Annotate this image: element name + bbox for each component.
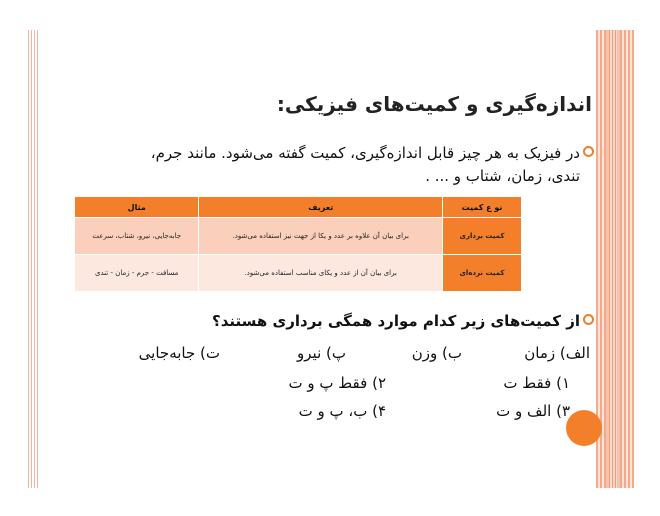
row-example: جابه‌جایی، نیرو، شتاب، سرعت [75,218,199,255]
item-pe: پ) نیرو [297,344,346,362]
definition-bullet [60,142,580,188]
item-be: ب) وزن [411,344,462,362]
option-4[interactable]: ۴) ب، پ و ت [298,402,386,420]
definition-line-1: در فیزیک به هر چیز قابل اندازه‌گیری، کمیت گفته می‌شود. مانند جرم، [150,144,580,162]
row-type: کمیت برداری [443,218,522,255]
option-2[interactable]: ۲) فقط پ و ت [288,374,386,392]
row-type: کمیت نرده‌ای [443,255,522,292]
table-row [75,255,522,292]
table-header-type: نو ع کمیت [443,197,522,218]
bullet-circle-icon [583,146,594,157]
slide-content [52,40,592,480]
question-text: از کمیت‌های زیر کدام موارد همگی برداری هستند؟ [212,312,580,330]
quantity-table [74,196,522,292]
definition-line-2: تندی، زمان، شتاب و ... . [425,167,580,185]
item-te: ت) جابه‌جایی [138,344,220,362]
bullet-circle-icon [583,314,594,325]
row-definition: برای بیان آن علاوه بر عدد و یکا از جهت نیز استفاده می‌شود. [199,218,443,255]
option-1[interactable]: ۱) فقط ت [503,374,570,392]
option-3[interactable]: ۳) الف و ت [496,402,570,420]
question-bullet [60,310,580,333]
right-decorative-band-lines [609,30,617,488]
row-example: مسافت - جرم - زمان - تندی [75,255,199,292]
table-header-example: مثال [75,197,199,218]
row-definition: برای بیان آن از عدد و یکای مناسب استفاده می‌شود. [199,255,443,292]
left-decorative-stripes [28,30,40,488]
item-alef: الف) زمان [524,344,590,362]
table-header-definition: تعریف [199,197,443,218]
decorative-circle [566,410,602,446]
slide-title: اندازه‌گیری و کمیت‌های فیزیکی: [276,92,592,116]
table-row [75,218,522,255]
